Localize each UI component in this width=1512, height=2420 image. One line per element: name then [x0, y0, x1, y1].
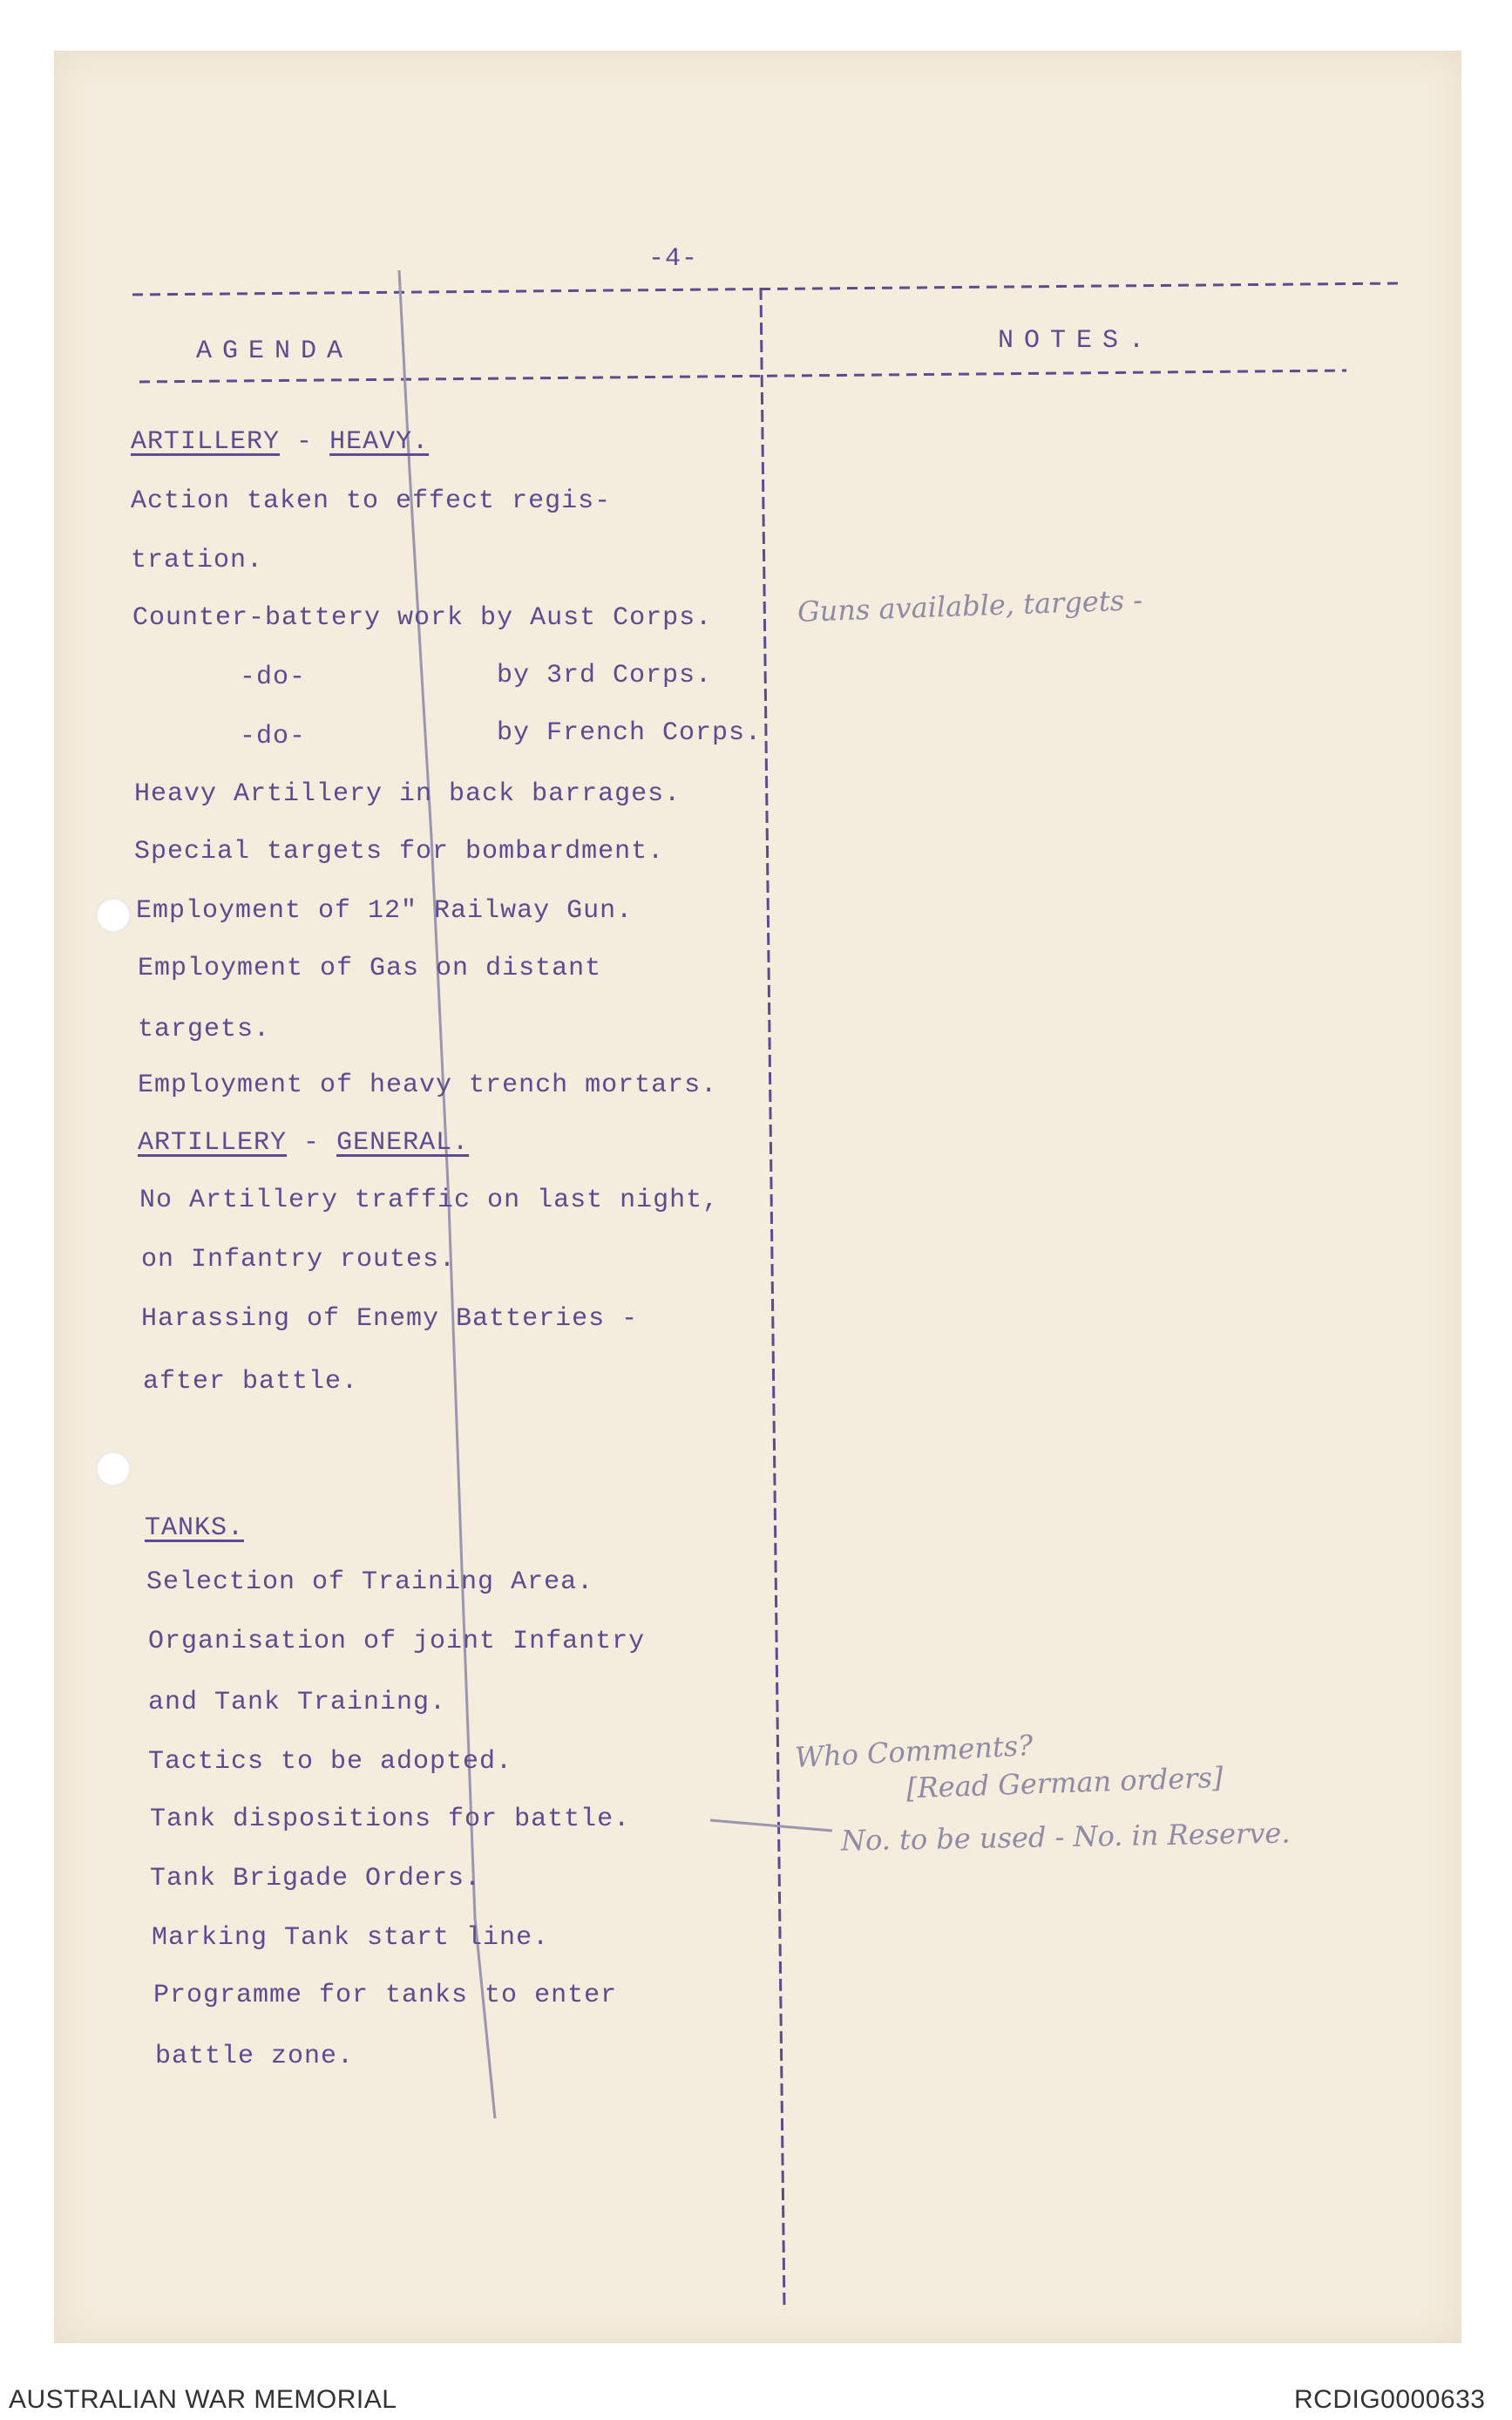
section-heading-tanks: TANKS. [145, 1513, 245, 1543]
agenda-item: Action taken to effect regis- [131, 486, 612, 516]
heading-word: HEAVY. [329, 427, 430, 457]
agenda-item: Employment of 12" Railway Gun. [136, 896, 634, 926]
agenda-item: Heavy Artillery in back barrages. [134, 779, 681, 809]
agenda-item: and Tank Training. [148, 1688, 447, 1717]
handwritten-note-read-orders: [Read German orders] [905, 1760, 1224, 1805]
column-divider [761, 288, 784, 2310]
agenda-column-header: AGENDA [196, 336, 354, 366]
footer-reference-id: RCDIG0000633 [1294, 2385, 1486, 2414]
agenda-item: Organisation of joint Infantry [148, 1627, 646, 1656]
heading-separator: - [303, 1128, 321, 1158]
agenda-item: Tank dispositions for battle. [150, 1805, 631, 1834]
agenda-item: Tank Brigade Orders. [150, 1864, 482, 1893]
heading-word: GENERAL. [336, 1128, 470, 1158]
agenda-item-ditto: -do- [240, 722, 307, 751]
top-rule [132, 283, 1399, 295]
agenda-item: after battle. [143, 1367, 359, 1397]
agenda-item: Marking Tank start line. [152, 1923, 550, 1953]
handwritten-note-who-comments: Who Comments? [794, 1728, 1034, 1775]
agenda-item: Tactics to be adopted. [148, 1747, 513, 1777]
agenda-item: by 3rd Corps. [497, 661, 713, 690]
pencil-connector-line [710, 1820, 832, 1831]
agenda-item: on Infantry routes. [141, 1245, 457, 1275]
heading-word: ARTILLERY [138, 1128, 288, 1158]
header-rule [139, 370, 1346, 382]
heading-separator: - [296, 427, 314, 457]
agenda-item: Harassing of Enemy Batteries - [141, 1304, 639, 1334]
handwritten-note-guns: Guns available, targets - [797, 583, 1143, 629]
notes-column-header: NOTES. [998, 326, 1156, 356]
section-heading-artillery-heavy [131, 427, 429, 457]
agenda-item-ditto: -do- [240, 663, 307, 692]
agenda-item: Special targets for bombardment. [134, 837, 665, 867]
agenda-item: Counter-battery work by Aust Corps. [132, 603, 713, 633]
footer-institution: AUSTRALIAN WAR MEMORIAL [9, 2385, 397, 2414]
agenda-item: Employment of heavy trench mortars. [138, 1071, 718, 1100]
agenda-item: Programme for tanks to enter [153, 1981, 618, 2010]
agenda-item: Employment of Gas on distant [138, 954, 602, 983]
page-number: -4- [648, 244, 699, 274]
heading-word: ARTILLERY [131, 427, 281, 457]
section-heading-artillery-general [138, 1128, 469, 1158]
agenda-item: targets. [138, 1015, 271, 1044]
agenda-item: Selection of Training Area. [146, 1567, 594, 1597]
agenda-item: battle zone. [155, 2042, 355, 2071]
agenda-item: tration. [131, 546, 264, 575]
agenda-item: No Artillery traffic on last night, [139, 1186, 720, 1215]
handwritten-note-numbers: No. to be used - No. in Reserve. [840, 1816, 1291, 1858]
agenda-item: by French Corps. [497, 718, 763, 748]
